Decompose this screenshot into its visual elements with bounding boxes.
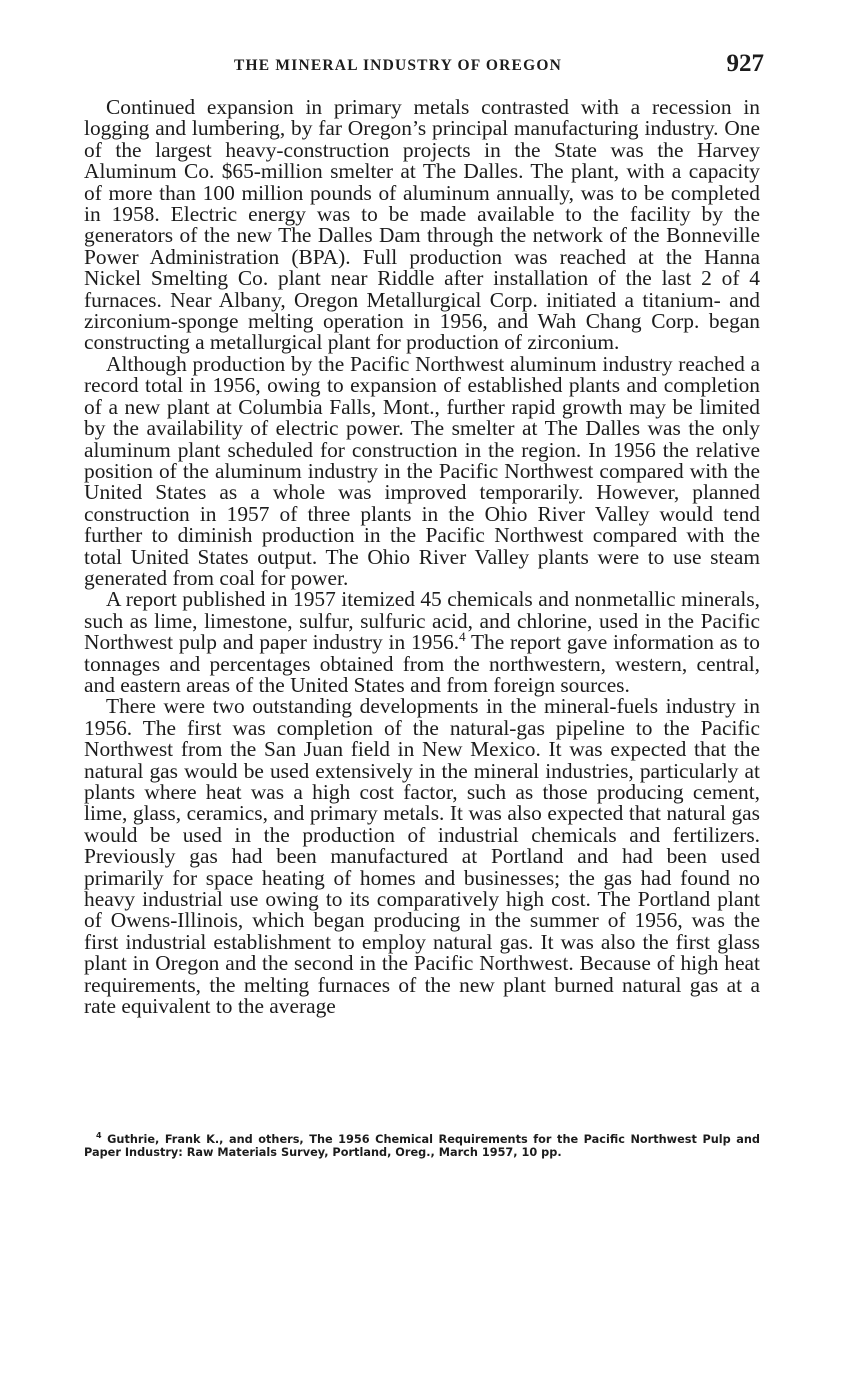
page-number: 927 xyxy=(726,50,764,77)
footnote-marker: 4 xyxy=(96,1131,102,1141)
paragraph-chemicals-report-part2: The report gave information as to tonnages and percentages obtained from the northwestern, western, central, and eastern areas of the United States and from foreign sources. xyxy=(84,630,761,697)
paragraph-pacific-northwest-aluminum: Although production by the Pacific Northwest aluminum industry reached a record total in 1956, owing to expansion of established plants and completion of a new plant at Columbia Falls, Mont., further rapid growth may be limited by the availability of electric power. The smelter at The Dalles was the only aluminum plant scheduled for construction in the region. In 1956 the relative position of the aluminum industry in the Pacific Northwest compared with the United States as a whole was improved temporarily. However, planned construction in 1957 of three plants in the Ohio River Valley would tend further to diminish production in the Pacific Northwest compared with the total United States output. The Ohio River Valley plants were to use steam generated from coal for power. xyxy=(84,351,760,590)
body-text xyxy=(84,97,760,1017)
paragraph-aluminum-expansion: Continued expansion in primary metals contrasted with a recession in logging and lumbering, by far Oregon’s principal manufacturing industry. One of the largest heavy-construction projects in the State was the Harvey Aluminum Co. $65-million smelter at The Dalles. The plant, with a capacity of more than 100 million pounds of aluminum annually, was to be completed in 1958. Electric energy was to be made available to the facility by the generators of the new The Dalles Dam through the network of the Bonneville Power Administration (BPA). Full production was reached at the Hanna Nickel Smelting Co. plant near Riddle after installation of the last 2 of 4 furnaces. Near Albany, Oregon Metallurgical Corp. initiated a titanium- and zirconium-sponge melting operation in 1956, and Wah Chang Corp. began constructing a metallurgical plant for production of zirconium. xyxy=(84,95,760,355)
running-header xyxy=(84,50,764,80)
paragraph-chemicals-report-part1: A report published in 1957 itemized 45 chemicals and nonmetallic minerals, such as lime, limestone, sulfur, sulfuric acid, and chlorine, used in the Pacific Northwest pulp and paper industry in 1956. xyxy=(84,587,760,655)
footnote xyxy=(84,1133,760,1159)
paragraph-mineral-fuels: There were two outstanding developments in the mineral-fuels industry in 1956. The first was completion of the natural-gas pipeline to the Pacific Northwest from the San Juan field in New Mexico. It was expected that the natural gas would be used extensively in the mineral industries, particularly at plants where heat was a high cost factor, such as those producing cement, lime, glass, ceramics, and primary metals. It was also expected that natural gas would be used in the production of industrial chemicals and fertilizers. Previously gas had been manufactured at Portland and had been used primarily for space heating of homes and businesses; the gas had found no heavy industrial use owing to its comparatively high cost. The Portland plant of Owens-Illinois, which began producing in the summer of 1956, was the first industrial establishment to employ natural gas. It was also the first glass plant in Oregon and the second in the Pacific Northwest. Because of high heat requirements, the melting furnaces of the new plant burned natural gas at a rate equivalent to the average xyxy=(84,694,760,1019)
footnote-text: Guthrie, Frank K., and others, The 1956 Chemical Requirements for the Pacific Northwest Pulp and Paper Industry: Raw Materials Survey, Portland, Oreg., March 1957, 10 pp. xyxy=(84,1133,761,1159)
running-title: THE MINERAL INDUSTRY OF OREGON xyxy=(234,57,562,74)
footnote-reference: 4 xyxy=(459,629,466,645)
paragraph-chemicals-report xyxy=(84,589,760,696)
